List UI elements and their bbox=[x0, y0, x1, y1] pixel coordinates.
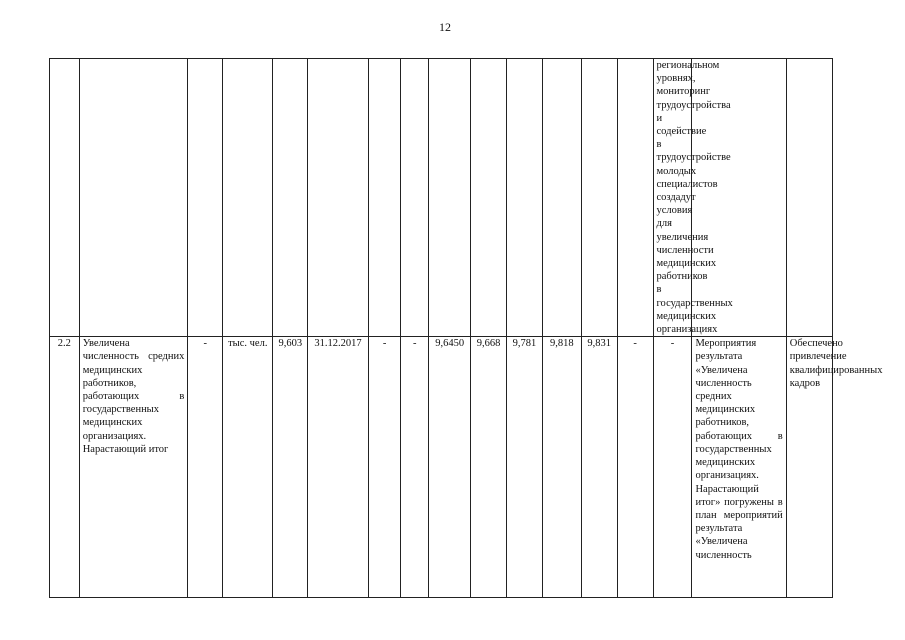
cell-year-value: - bbox=[653, 337, 692, 598]
table-row bbox=[50, 337, 833, 598]
cell-year-value: 9,781 bbox=[507, 337, 543, 598]
cell-year-value bbox=[368, 59, 401, 337]
cell-base-value: 9,603 bbox=[273, 337, 308, 598]
cell-type bbox=[188, 59, 223, 337]
cell-year-value: 9,831 bbox=[581, 337, 617, 598]
cell-year-value bbox=[617, 59, 653, 337]
cell-base-date bbox=[308, 59, 368, 337]
cell-year-value bbox=[471, 59, 507, 337]
cell-effect bbox=[786, 59, 832, 337]
cell-year-value bbox=[581, 59, 617, 337]
cell-year-value: - bbox=[368, 337, 401, 598]
cell-number: 2.2 bbox=[50, 337, 80, 598]
cell-year-value: - bbox=[401, 337, 429, 598]
page-number: 12 bbox=[439, 20, 451, 34]
table-row bbox=[50, 59, 833, 337]
cell-base-value bbox=[273, 59, 308, 337]
cell-result-name: Увеличена численность средних медицинских работников, работающих в государственных медицинских организациях. Нарастающий итог bbox=[79, 337, 188, 598]
cell-result-name bbox=[79, 59, 188, 337]
cell-year-value: 9,6450 bbox=[429, 337, 471, 598]
cell-year-value bbox=[429, 59, 471, 337]
cell-year-value: 9,818 bbox=[542, 337, 581, 598]
cell-type: - bbox=[188, 337, 223, 598]
cell-description: Мероприятия результата «Увеличена численность средних медицинских работников, работающих в государственных медицинских организациях. Нарастающий итог» погружены в план мероприятий результата «Увеличена численность bbox=[692, 337, 786, 598]
cell-year-value bbox=[401, 59, 429, 337]
cell-year-value: - bbox=[617, 337, 653, 598]
cell-year-value: региональном уровнях, мониторинг трудоустройства и содействие в трудоустройстве молодых специалистов создадут условия для увеличения численности медицинских работников в государственных медицинских организациях bbox=[653, 59, 692, 337]
cell-number bbox=[50, 59, 80, 337]
cell-unit: тыс. чел. bbox=[223, 337, 273, 598]
data-table bbox=[49, 58, 883, 598]
cell-year-value bbox=[542, 59, 581, 337]
cell-year-value bbox=[507, 59, 543, 337]
cell-base-date: 31.12.2017 bbox=[308, 337, 368, 598]
cell-year-value: 9,668 bbox=[471, 337, 507, 598]
cell-effect: Обеспечено привлечение квалифицированных кадров bbox=[786, 337, 832, 598]
cell-unit bbox=[223, 59, 273, 337]
